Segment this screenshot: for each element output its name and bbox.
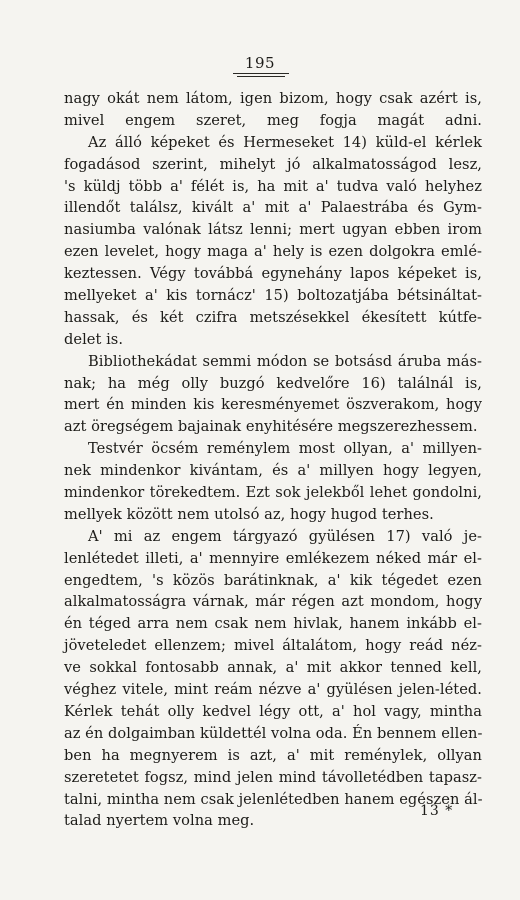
text-line: Bibliothekádat semmi módon se botsásd áruba más- bbox=[88, 352, 482, 370]
text-line: engedtem, 's közös barátinknak, a' kik tégedet ezen bbox=[64, 571, 482, 589]
text-line: azt öregségem bajainak enyhitésére megszerezhessem. bbox=[64, 418, 478, 436]
printer-signature-mark: 13 * bbox=[420, 803, 454, 819]
text-line: ben ha megnyerem is azt, a' mit reménylek, ollyan bbox=[64, 746, 482, 764]
text-line: talni, mintha nem csak jelenlétedben hanem egészen ál- bbox=[64, 790, 483, 808]
header-rule-lower bbox=[237, 76, 285, 77]
text-line: alkalmatosságra várnak, már régen azt mondom, hogy bbox=[64, 593, 482, 611]
text-line: A' mi az engem tárgyazó gyülésen 17) való je- bbox=[88, 527, 482, 545]
body-text bbox=[64, 88, 482, 832]
text-line: Kérlek tehát olly kedvel légy ott, a' hol vagy, mintha bbox=[64, 702, 482, 720]
text-line: jöveteledet ellenzem; mivel általátom, hogy reád néz- bbox=[64, 637, 482, 655]
text-line: mindenkor törekedtem. Ezt sok jelekből lehet gondolni, bbox=[64, 484, 482, 502]
text-line: delet is. bbox=[64, 330, 124, 348]
text-line: fogadásod szerint, mihelyt jó alkalmatosságod lesz, bbox=[64, 155, 482, 173]
text-line: nasiumba valónak látsz lenni; mert ugyan ebben irom bbox=[64, 221, 482, 239]
text-line: illendőt találsz, kivált a' mit a' Palaestrába és Gym- bbox=[64, 199, 482, 217]
text-line: én téged arra nem csak nem hivlak, hanem inkább el- bbox=[64, 615, 482, 633]
text-line: talad nyertem volna meg. bbox=[64, 812, 255, 830]
text-line: véghez vitele, mint reám nézve a' gyülésen jelen-léted. bbox=[64, 681, 482, 699]
text-line: nagy okát nem látom, igen bizom, hogy csak azért is, bbox=[64, 90, 482, 107]
text-line: mellyek között nem utolsó az, hogy hugod terhes. bbox=[64, 505, 434, 523]
text-line: nak; ha még olly buzgó kedvelőre 16) találnál is, bbox=[64, 374, 482, 392]
text-line: Az álló képeket és Hermeseket 14) küld-el kérlek bbox=[88, 133, 482, 151]
text-line: keztessen. Végy továbbá egynehány lapos képeket is, bbox=[64, 265, 482, 283]
text-line: ve sokkal fontosabb annak, a' mit akkor tenned kell, bbox=[64, 659, 482, 677]
header-rule bbox=[233, 73, 289, 74]
text-line: Testvér öcsém reménylem most ollyan, a' millyen- bbox=[88, 440, 482, 458]
text-line: 's küldj több a' félét is, ha mit a' tudva való helyhez bbox=[64, 177, 482, 195]
text-line: mivel engem szeret, meg fogja magát adni. bbox=[64, 111, 482, 129]
text-line: az én dolgaimban küldettél volna oda. Én bennem ellen- bbox=[64, 724, 483, 742]
text-line: lenlétedet illeti, a' mennyire emlékezem néked már el- bbox=[64, 549, 482, 567]
text-line: mellyeket a' kis tornácz' 15) boltozatjába bétsináltat- bbox=[64, 287, 482, 305]
text-line: hassak, és két czifra metszésekkel ékesített kútfe- bbox=[64, 308, 482, 326]
text-line: mert én minden kis keresményemet öszverakom, hogy bbox=[64, 396, 482, 414]
text-line: ezen levelet, hogy maga a' hely is ezen dolgokra emlé- bbox=[64, 243, 482, 261]
page-number: 195 bbox=[244, 54, 276, 72]
text-line: nek mindenkor kivántam, és a' millyen hogy legyen, bbox=[64, 462, 482, 480]
text-line: szeretetet fogsz, mind jelen mind távolletédben tapasz- bbox=[64, 768, 482, 786]
